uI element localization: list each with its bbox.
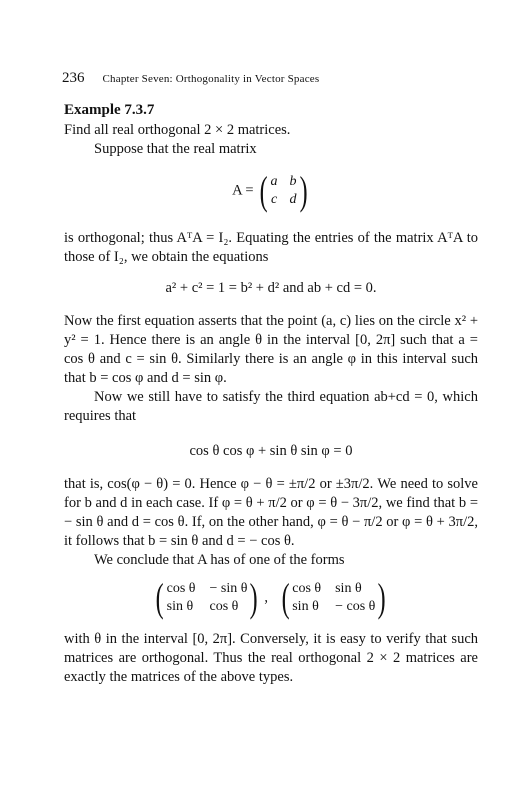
paragraph-conclude: We conclude that A has of one of the forms xyxy=(94,552,345,568)
matrix-rotation xyxy=(153,575,260,620)
example-prompt: Find all real orthogonal 2 × 2 matrices. xyxy=(64,122,291,138)
page-number: 236 xyxy=(62,70,85,86)
matrix-entry: cos θ xyxy=(292,581,322,596)
matrix-reflection-grid xyxy=(292,580,375,616)
right-paren: ) xyxy=(378,575,387,620)
matrix-entry: cos θ xyxy=(166,581,196,596)
chapter-title: Chapter Seven: Orthogonality in Vector Spaces xyxy=(102,73,320,85)
rotation-reflection-matrices xyxy=(64,575,478,620)
equation-matrix-A xyxy=(64,168,478,215)
matrix-entry: b xyxy=(289,174,297,189)
right-paren: ) xyxy=(299,168,308,213)
matrix-entry: sin θ xyxy=(292,599,319,614)
matrix-A xyxy=(257,168,310,213)
left-paren: ( xyxy=(259,168,268,213)
paragraph-that-is: that is, cos(φ − θ) = 0. Hence φ − θ = ±π/2 or ±3π/2. We need to solve for b and d in each case. If φ = θ + π/2 or φ = θ − 3π/2, we find that b = − sin θ and d = cos θ. If, on the other hand, φ = θ − π/2 or φ = θ + 3π/2, it follows that b = sin θ and d = − cos θ. xyxy=(64,476,478,549)
matrix-entry: − cos θ xyxy=(335,599,376,614)
matrix-reflection xyxy=(279,575,389,620)
equation-cos: cos θ cos φ + sin θ sin φ = 0 xyxy=(189,443,353,459)
equation-sums: a² + c² = 1 = b² + d² and ab + cd = 0. xyxy=(165,280,377,296)
paragraph-suppose: Suppose that the real matrix xyxy=(94,141,257,157)
body-text xyxy=(64,100,478,687)
matrix-A-grid xyxy=(271,173,297,209)
paragraph-orthogonal: is orthogonal; thus AᵀA = I₂. Equating the entries of the matrix AᵀA to those of I₂, we obtain the equations xyxy=(64,230,478,265)
matrix-entry: c xyxy=(270,192,278,207)
example-heading: Example 7.3.7 xyxy=(64,102,155,118)
paragraph-first-equation: Now the first equation asserts that the point (a, c) lies on the circle x² + y² = 1. Hence there is an angle θ in the interval [0, 2π] such that a = cos θ and c = sin θ. Similarly there is an angle φ in this interval such that b = cos φ and d = sin φ. xyxy=(64,313,478,386)
matrix-entry: sin θ xyxy=(335,581,362,596)
left-paren: ( xyxy=(281,575,290,620)
matrix-rotation-grid xyxy=(167,580,248,616)
matrix-entry: cos θ xyxy=(209,599,239,614)
left-paren: ( xyxy=(155,575,164,620)
matrix-A-lhs: A = xyxy=(232,182,254,199)
matrix-separator: , xyxy=(264,589,269,606)
right-paren: ) xyxy=(250,575,259,620)
matrix-entry: sin θ xyxy=(166,599,194,614)
matrix-entry: a xyxy=(270,174,278,189)
matrix-entry: d xyxy=(289,192,297,207)
matrix-entry: − sin θ xyxy=(209,581,248,596)
paragraph-final: with θ in the interval [0, 2π]. Conversely, it is easy to verify that such matrices are orthogonal. Thus the real orthogonal 2 × 2 matrices are exactly the matrices of the above types. xyxy=(64,631,478,685)
paragraph-third-equation: Now we still have to satisfy the third equation ab+cd = 0, which requires that xyxy=(64,389,478,424)
running-head xyxy=(62,70,477,87)
